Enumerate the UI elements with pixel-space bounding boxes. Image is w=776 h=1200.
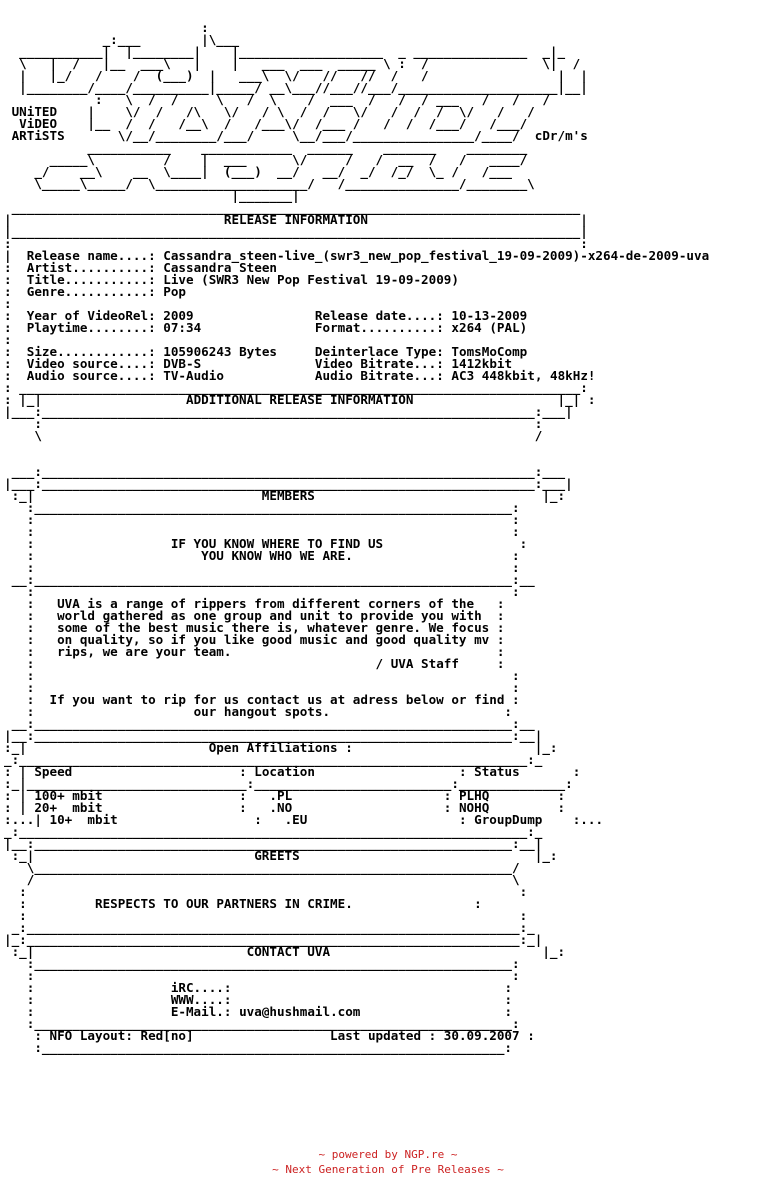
audio-source-value: TV-Audio	[163, 368, 224, 383]
audio-bitrate-value: AC3 448kbit, 48kHz	[451, 368, 588, 383]
audio-bitrate-label: Audio Bitrate...:	[314, 368, 444, 383]
affil-speed-1: 20+ mbit	[34, 800, 103, 815]
about-line-3: some of the best music there is, whatever genre. We focus	[57, 620, 490, 635]
affil-status-1: NOHQ	[458, 800, 490, 815]
email-value: uva@hushmail.com	[239, 1004, 361, 1019]
uva-ascii-logo: : _:___ |\___ ___________| |________| |___________________ _ _______________ _|_ \ | / |__ ___\ | | ___ ___ _____ \ : / \| / | |_/ / / (___) | ___\ \/ // // / / | | |________/____/__________|_____/ __\___//___//___/_____________________|__| : \ / / \ / \ / ___ / / / ___ / / / UNiTED | \/ / /\ \/ / \ / / \/ / / / \/ / / ViDEO |__ / / /__\ / /___\/ /___ / / / /___/ /___/ ARTiSTS \/__/________/___/ \__/___/________________/____/ cDr/m's ___________ ____________ ______ _______ ________ _____\ / | ___ \/ / / __ / / ____/ _/ __\ __ \____| (___) __/ __/ _/ /_/ \_ / /___ \_____\_____/ \____________________/ /_______________/________\ |_______|	[11, 20, 588, 203]
members-header: MEMBERS	[261, 488, 315, 503]
affil-speed-2: 10+ mbit	[49, 812, 118, 827]
video-bitrate-label: Video Bitrate...:	[314, 356, 444, 371]
affil-location-0: .PL	[269, 788, 293, 803]
additional-release-info-header: ADDITIONAL RELEASE INFORMATION	[185, 392, 414, 407]
video-source-value: DVB-S	[163, 356, 202, 371]
staff-signature: / UVA Staff	[375, 656, 459, 671]
powered-by-line: ~ powered by NGP.re ~	[318, 1148, 458, 1161]
playtime-value: 07:34	[163, 320, 202, 335]
artist-value: Cassandra Steen	[163, 260, 277, 275]
audio-source-label: Audio source....:	[26, 368, 156, 383]
contact-header: CONTACT UVA	[246, 944, 331, 959]
size-label: Size............:	[26, 344, 156, 359]
about-line-4: on quality, so if you like good music and good quality mv	[57, 632, 490, 647]
size-value: 105906243 Bytes	[163, 344, 277, 359]
rip-line-2: our hangout spots.	[193, 704, 331, 719]
affil-status-0: PLHQ	[458, 788, 490, 803]
slogan-line-2: YOU KNOW WHO WE ARE.	[201, 548, 353, 563]
title-value: Live (SWR3 New Pop Festival 19-09-2009)	[163, 272, 459, 287]
playtime-label: Playtime........:	[26, 320, 156, 335]
release-name-value: Cassandra_steen-live_(swr3_new_pop_festival_19-09-2009)-x264-de-2009-uva	[163, 248, 710, 263]
col-location-header: Location	[254, 764, 315, 779]
genre-value: Pop	[163, 284, 186, 299]
genre-label: Genre...........:	[26, 284, 156, 299]
affiliations-header: Open Affiliations :	[208, 740, 353, 755]
release-date-label: Release date....:	[314, 308, 444, 323]
video-source-label: Video source....:	[26, 356, 156, 371]
layout-credit: NFO Layout: Red[no]	[49, 1028, 194, 1043]
year-value: 2009	[163, 308, 194, 323]
affil-speed-0: 100+ mbit	[34, 788, 103, 803]
deinterlace-value: TomsMoComp	[451, 344, 528, 359]
irc-label: iRC....:	[170, 980, 232, 995]
artist-label: Artist..........:	[26, 260, 156, 275]
format-label: Format..........:	[314, 320, 444, 335]
last-updated: Last updated : 30.09.2007	[330, 1028, 520, 1043]
affil-location-2: .EU	[284, 812, 308, 827]
greets-header: GREETS	[254, 848, 300, 863]
release-info-header: RELEASE INFORMATION	[223, 212, 368, 227]
about-line-1: UVA is a range of rippers from different corners of the	[57, 596, 475, 611]
greets-text: RESPECTS TO OUR PARTNERS IN CRIME.	[95, 896, 353, 911]
rip-line-1: If you want to rip for us contact us at adress below or find	[49, 692, 505, 707]
col-status-header: Status	[474, 764, 520, 779]
format-value: x264 (PAL)	[451, 320, 528, 335]
col-speed-header: Speed	[34, 764, 73, 779]
about-line-5: rips, we are your team.	[57, 644, 232, 659]
title-label: Title...........:	[26, 272, 156, 287]
about-line-2: world gathered as one group and unit to provide you with	[57, 608, 482, 623]
deinterlace-label: Deinterlace Type:	[314, 344, 444, 359]
year-label: Year of VideoRel:	[26, 308, 156, 323]
www-label: WWW....:	[170, 992, 232, 1007]
email-label: E-Mail.:	[170, 1004, 232, 1019]
ngp-tagline: ~ Next Generation of Pre Releases ~	[272, 1163, 504, 1176]
affil-status-2: GroupDump	[474, 812, 543, 827]
video-bitrate-value: 1412kbit	[451, 356, 513, 371]
nfo-text: : _:___ |\___ ___________| |________| |___________________ _ _______________ _|_ \ | / |__ ___\ | | ___ ___ _____ \ : / \| / | |_/ / / (___) | ___\ \/ // // / / | | |________/____/__________|_____/ __\___//___//___/_____________________|__| : \ / / \ / \ / ___ / / / ___ / / / UNiTED | \/ / /\ \/ / \ / / \/ / / / \/ / / ViDEO |__ / / /__\ / /___\/ /___ / / / /___/ /___/ ARTiSTS \/__/________/___/ \__/___/________________/____/ cDr/m's ___________ ____________ ______ _______ ________ _____\ / | ___ \/ / / __ / / ____/ _/ __\ __ \____| (___) __/ __/ _/ /_/ \_ / /___ \_____\_____/ \____________________/ /_______________/________\ |_______| ___________________________________________________________________________ | RELEASE INFORMATION | |___________________________________________________________________________| : : | Release name....: Cassandra_steen-live_(swr3_new_pop_festival_19-09-2009)-x264-de-2009-uva : Artist..........: Cassandra Steen : Title...........: Live (SWR3 New Pop Festival 19-09-2009) : Genre...........: Pop : : Year of VideoRel: 2009 Release date....: 10-13-2009 : Playtime........: 07:34 Format..........: x264 (PAL) : : Size............: 105906243 Bytes Deinterlace Type: TomsMoComp : Video source....: DVB-S Video Bitrate...: 1412kbit : Audio source....: TV-Audio Audio Bitrate...: AC3 448kbit, 48kHz! : __________________________________________________________________________: : |_| ADDITIONAL RELEASE INFORMATION |_| : |___:_________________________________________________________________:___| : : \ / ___:_________________________________________________________________:___ |___:_________________________________________________________________:___| :_| MEMBERS |_: :_______________________________________________________________: : : : : : IF YOU KNOW WHERE TO FIND US : : YOU KNOW WHO WE ARE. : : : __:_______________________________________________________________:__ : : : UVA is a range of rippers from different corners of the : : world gathered as one group and unit to provide you with : : some of the best music there is, whatever genre. We focus : : on quality, so if you like good music and good quality mv : : rips, we are your team. : : / UVA Staff : : : : : : If you want to rip for us contact us at adress below or find : : our hangout spots. : __:_______________________________________________________________:__ |__:_______________________________________________________________:__| :_| Open Affiliations : |_: _:___________________________________________________________________:_ : | Speed : Location : Status : :_|_____________________________:__________________________:______________: : | 100+ mbit : .PL : PLHQ : : | 20+ mbit : .NO : NOHQ : :...| 10+ mbit : .EU : GroupDump :... _:___________________________________________________________________:_ |__:_______________________________________________________________:__| :_| GREETS |_: \_______________________________________________________________/ / \ : : : RESPECTS TO OUR PARTNERS IN CRIME. : : : _:_________________________________________________________________:_ |_:_________________________________________________________________:_| :_| CONTACT UVA |_: :_______________________________________________________________: : : : iRC....: : : WWW....: : : E-Mail.: uva@hushmail.com : :_______________________________________________________________: : NFO Layout: Red[no] Last updated : 30.09.2007 : :_____________________________________________________________:	[4, 20, 710, 1055]
affil-location-1: .NO	[269, 800, 293, 815]
slogan-line-1: IF YOU KNOW WHERE TO FIND US	[170, 536, 384, 551]
release-date-value: 10-13-2009	[451, 308, 528, 323]
release-name-label: Release name....:	[26, 248, 156, 263]
